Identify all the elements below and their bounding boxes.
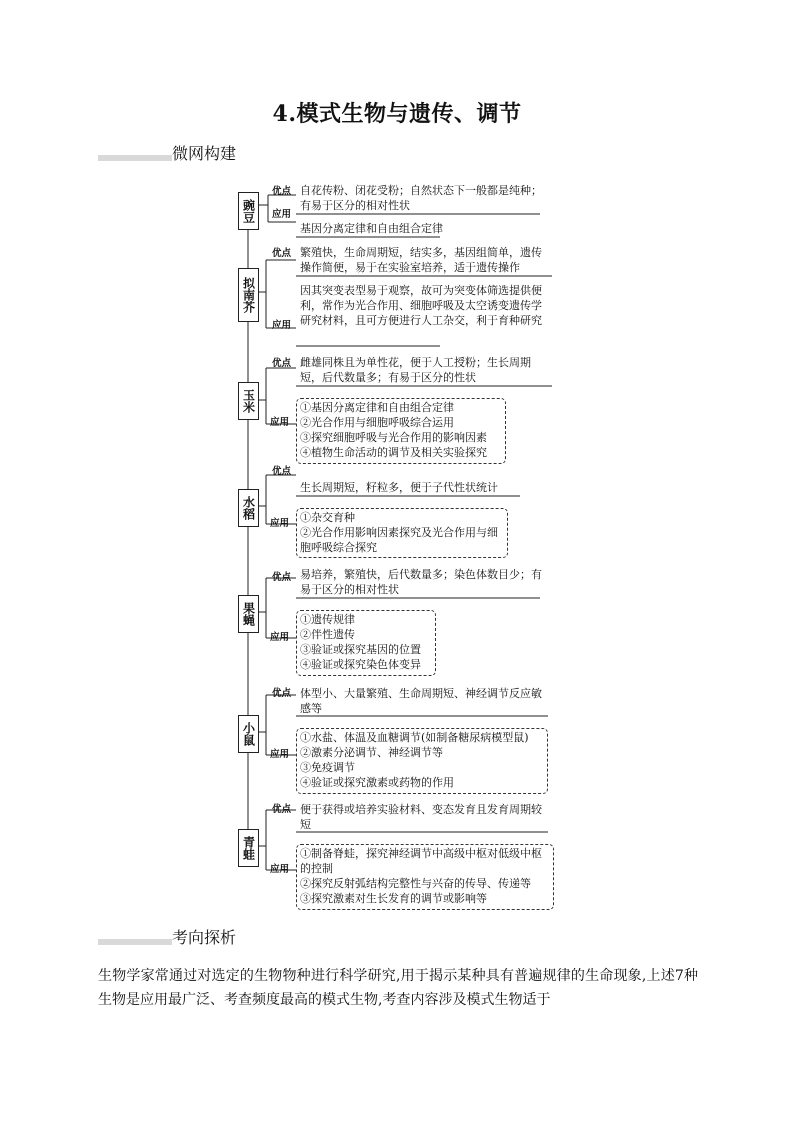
application-item: ④验证或探究激素或药物的作用 [300,776,454,789]
label-advantage: 优点 [272,358,292,369]
advantage-text: 体型小、大量繁殖、生命周期短、神经调节反应敏感等 [300,687,542,715]
advantage-text: 生长周期短，籽粒多，便于子代性状统计 [300,481,498,494]
label-application: 应用 [272,320,292,331]
label-application: 应用 [270,749,290,760]
application-item: ③探究激素对生长发育的调节或影响等 [300,892,487,905]
application-item: ④植物生命活动的调节及相关实验探究 [300,446,487,459]
organism-box-arabidopsis: 拟南芥 [238,268,259,322]
application-item: ③验证或探究基因的位置 [300,643,421,656]
application-item: ③探究细胞呼吸与光合作用的影响因素 [300,431,487,444]
application-item: ①杂交育种 [300,511,355,524]
organism-box-fruit-fly: 果蝇 [238,595,259,633]
application-text: 因其突变表型易于观察，故可为突变体筛选提供便利，常作为光合作用、细胞呼吸及太空诱变遗传学研究材料，且可方便进行人工杂交，利于育种研究 [300,284,542,327]
label-advantage: 优点 [272,804,292,815]
application-item: ①水盐、体温及血糖调节(如制备糖尿病模型鼠) [300,731,529,744]
application-item: ①遗传规律 [300,613,355,626]
application-item: ①基因分离定律和自由组合定律 [300,401,454,414]
application-text: 基因分离定律和自由组合定律 [300,222,443,235]
advantage-text: 雌雄同株且为单性花，便于人工授粉；生长周期短，后代数量多；有易于区分的性状 [300,356,531,384]
section-title: 微网构建 [172,144,237,163]
application-item: ②探究反射弧结构完整性与兴奋的传导、传递等 [300,877,531,890]
label-application: 应用 [270,632,290,643]
organism-box-mouse: 小鼠 [238,715,259,753]
application-item: ②光合作用与细胞呼吸综合运用 [300,416,454,429]
label-advantage: 优点 [272,248,292,259]
advantage-text: 便于获得或培养实验材料、变态发育且发育周期较短 [300,803,542,831]
label-advantage: 优点 [272,572,292,583]
application-item: ②激素分泌调节、神经调节等 [300,746,443,759]
advantage-text: 自花传粉、闭花受粉；自然状态下一般都是纯种；有易于区分的相对性状 [300,184,542,212]
page-title: 4.模式生物与遗传、调节 [272,101,522,127]
organism-box-frog: 青蛙 [238,829,259,867]
section-bar [98,939,172,945]
label-advantage: 优点 [272,466,292,477]
label-advantage: 优点 [272,688,292,699]
organism-box-rice: 水稻 [238,489,259,527]
advantage-text: 繁殖快，生命周期短，结实多，基因组简单，遗传操作简便，易于在实验室培养，适于遗传操作 [300,246,542,274]
organism-box-maize: 玉米 [238,382,259,420]
section-title: 考向探析 [172,928,237,947]
application-item: ②光合作用影响因素探究及光合作用与细胞呼吸综合探究 [300,526,498,554]
label-advantage: 优点 [272,186,292,197]
application-item: ①制备脊蛙，探究神经调节中高级中枢对低级中枢的控制 [300,847,542,875]
application-item: ④验证或探究染色体变异 [300,658,421,671]
advantage-text: 易培养，繁殖快，后代数量多；染色体数目少；有易于区分的相对性状 [300,568,542,596]
body-paragraph: 生物学家常通过对选定的生物物种进行科学研究,用于揭示某种具有普遍规律的生命现象,上述7种生物是应用最广泛、考查频度最高的模式生物,考查内容涉及模式生物适于 [98,968,698,1008]
application-item: ②伴性遗传 [300,628,355,641]
label-application: 应用 [270,518,290,529]
organism-box-pea: 豌豆 [238,192,259,230]
application-item: ③免疫调节 [300,761,355,774]
label-application: 应用 [272,209,292,220]
label-application: 应用 [270,417,290,428]
label-application: 应用 [270,864,290,875]
